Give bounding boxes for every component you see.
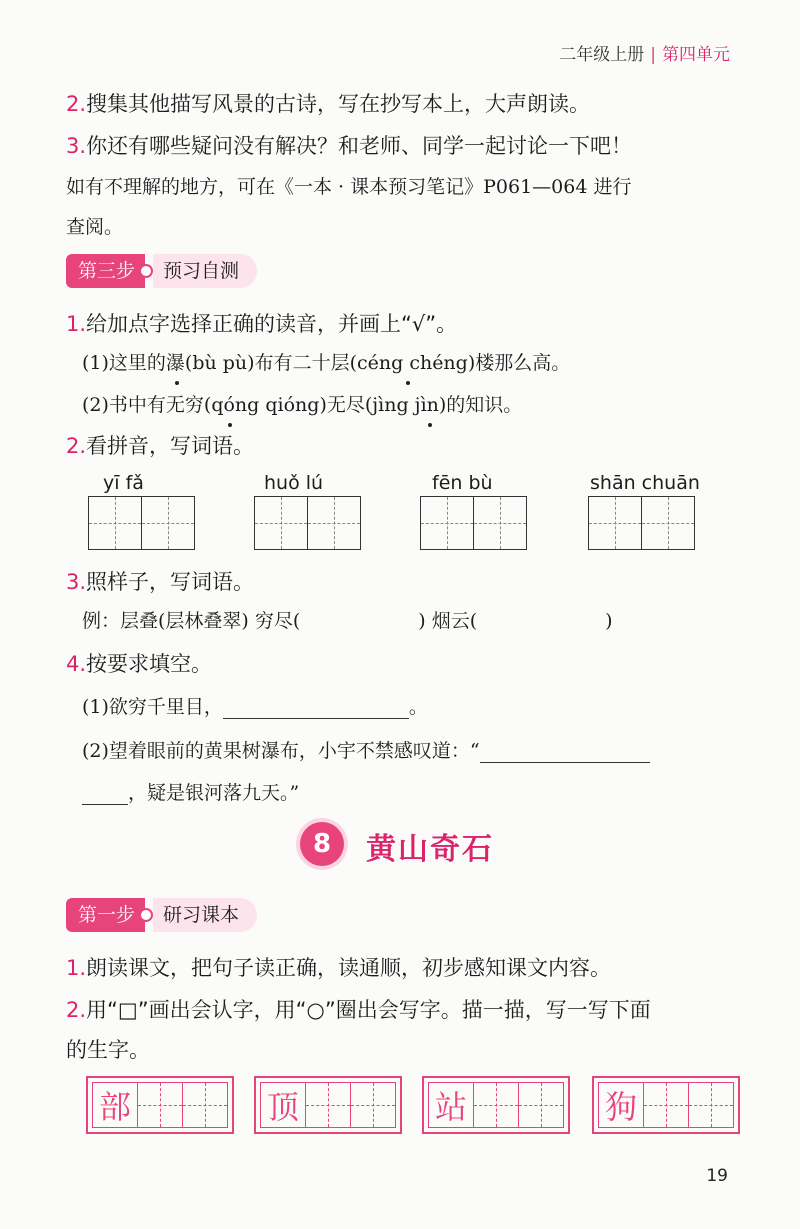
emphasis-dot bbox=[228, 423, 232, 427]
question-1: 1.给加点字选择正确的读音，并画上“√”。 bbox=[66, 312, 458, 336]
unit-label: 第四单元 bbox=[662, 45, 730, 65]
note-line-1: 如有不理解的地方，可在《一本 · 课本预习笔记》P061—064 进行 bbox=[66, 176, 632, 198]
study-item-2b: 的生字。 bbox=[66, 1038, 150, 1062]
writing-grid-1[interactable] bbox=[88, 496, 195, 550]
pinyin-4: shān chuān bbox=[590, 472, 700, 494]
page-number: 19 bbox=[706, 1166, 728, 1186]
header-divider: | bbox=[650, 45, 656, 65]
question-4: 4.按要求填空。 bbox=[66, 652, 213, 676]
question-3-example: 例：层叠(层林叠翠) 穷尽( ) 烟云( ) bbox=[82, 610, 613, 632]
step-three-header bbox=[66, 254, 257, 288]
lesson-number-badge: 8 bbox=[300, 822, 344, 866]
step-dot-icon bbox=[139, 908, 153, 922]
pinyin-2: huǒ lú bbox=[264, 472, 324, 494]
writing-grid-4[interactable] bbox=[588, 496, 695, 550]
question-4c: ，疑是银河落九天。” bbox=[82, 778, 299, 805]
step-dot-icon bbox=[139, 264, 153, 278]
answer-blank[interactable] bbox=[480, 740, 650, 763]
step-one-header bbox=[66, 898, 257, 932]
question-1b: (2)书中有无穷(qóng qióng)无尽(jìng jìn)的知识。 bbox=[82, 394, 523, 416]
step-tag: 第三步 bbox=[66, 254, 145, 288]
trace-character: 站 bbox=[429, 1083, 474, 1127]
pinyin-1: yī fǎ bbox=[103, 472, 144, 494]
character-grid-4[interactable] bbox=[592, 1076, 740, 1134]
answer-blank[interactable] bbox=[223, 696, 409, 719]
study-item-1: 1.朗读课文，把句子读正确，读通顺，初步感知课文内容。 bbox=[66, 956, 612, 980]
lesson-title: 黄山奇石 bbox=[366, 832, 494, 867]
question-2: 2.看拼音，写词语。 bbox=[66, 434, 255, 458]
question-4a: (1)欲穷千里目， 。 bbox=[82, 696, 428, 718]
top-item-3: 3.你还有哪些疑问没有解决？和老师、同学一起讨论一下吧！ bbox=[66, 134, 633, 158]
question-3: 3.照样子，写词语。 bbox=[66, 570, 255, 594]
writing-grid-2[interactable] bbox=[254, 496, 361, 550]
character-grid-1[interactable] bbox=[86, 1076, 234, 1134]
trace-character: 狗 bbox=[599, 1083, 644, 1127]
answer-blank[interactable] bbox=[82, 782, 128, 805]
question-4b: (2)望着眼前的黄果树瀑布，小宇不禁感叹道：“ bbox=[82, 736, 650, 763]
note-line-2: 查阅。 bbox=[66, 216, 124, 238]
top-item-2: 2.搜集其他描写风景的古诗，写在抄写本上，大声朗读。 bbox=[66, 92, 591, 116]
character-grid-3[interactable] bbox=[422, 1076, 570, 1134]
study-item-2: 2.用“□”画出会认字，用“○”圈出会写字。描一描，写一写下面 bbox=[66, 998, 651, 1022]
grade-label: 二年级上册 bbox=[559, 45, 645, 65]
emphasis-dot bbox=[175, 381, 179, 385]
trace-character: 顶 bbox=[261, 1083, 306, 1127]
question-1a: (1)这里的瀑(bù pù)布有二十层(céng chéng)楼那么高。 bbox=[82, 352, 571, 374]
step-label: 预习自测 bbox=[153, 254, 257, 288]
step-tag: 第一步 bbox=[66, 898, 145, 932]
emphasis-dot bbox=[428, 423, 432, 427]
step-label: 研习课本 bbox=[153, 898, 257, 932]
writing-grid-3[interactable] bbox=[420, 496, 527, 550]
page-header bbox=[559, 40, 730, 65]
emphasis-dot bbox=[406, 381, 410, 385]
pinyin-3: fēn bù bbox=[432, 472, 493, 494]
character-grid-2[interactable] bbox=[254, 1076, 402, 1134]
trace-character: 部 bbox=[93, 1083, 138, 1127]
